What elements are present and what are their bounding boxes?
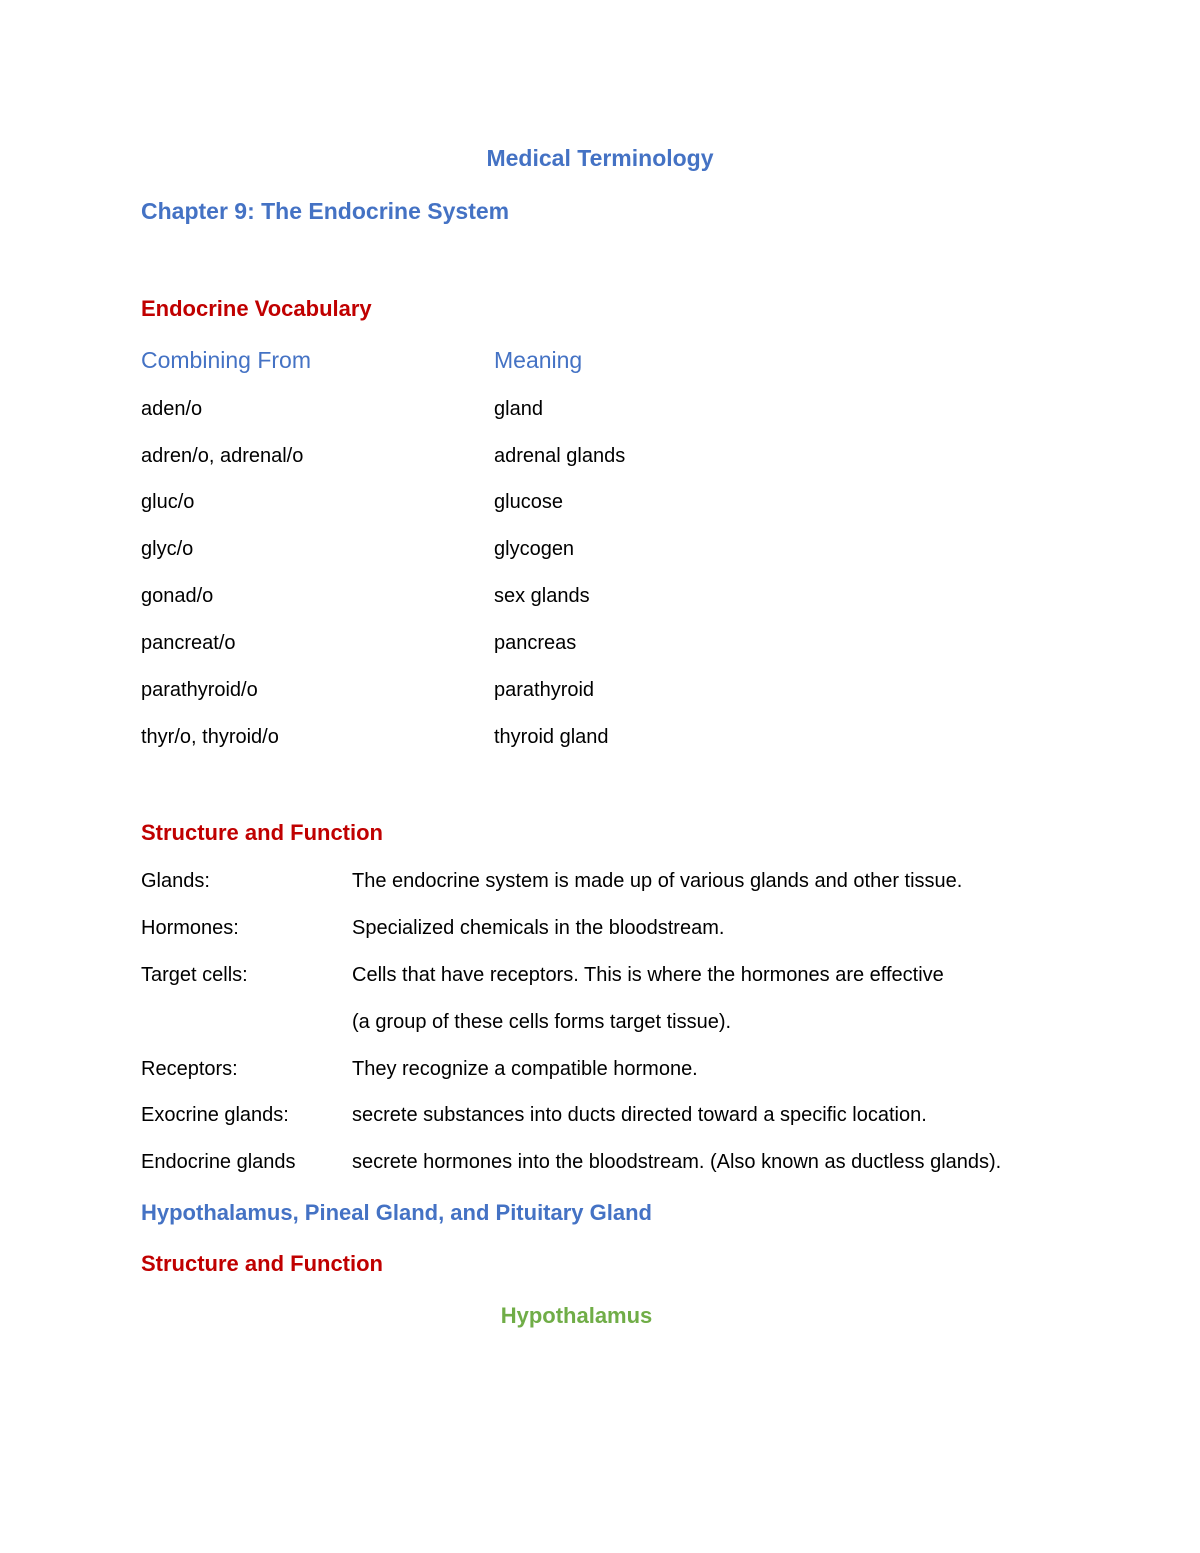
vocabulary-term: aden/o xyxy=(141,398,203,420)
vocabulary-term: parathyroid/o xyxy=(141,679,258,701)
structure-function-term: Hormones: xyxy=(141,917,239,939)
vocabulary-meaning: sex glands xyxy=(494,585,590,607)
vocabulary-meaning: pancreas xyxy=(494,632,577,654)
structure-function-term: Target cells: xyxy=(141,964,248,986)
document-title: Medical Terminology xyxy=(486,145,714,171)
structure-function-definition: secrete hormones into the bloodstream. (Also known as ductless glands). xyxy=(352,1151,1002,1173)
vocabulary-meaning: adrenal glands xyxy=(494,445,626,467)
structure-function-definition: (a group of these cells forms target tissue). xyxy=(352,1011,732,1033)
vocabulary-meaning: gland xyxy=(494,398,543,420)
vocabulary-meaning: glucose xyxy=(494,491,563,513)
structure-function-definition: Specialized chemicals in the bloodstream. xyxy=(352,917,725,939)
vocabulary-meaning: glycogen xyxy=(494,538,575,560)
vocabulary-term: adren/o, adrenal/o xyxy=(141,445,304,467)
vocabulary-heading: Endocrine Vocabulary xyxy=(141,296,372,321)
structure-function-definition: Cells that have receptors. This is where the hormones are effective xyxy=(352,964,944,986)
vocabulary-term: gluc/o xyxy=(141,491,195,513)
structure-function-heading: Structure and Function xyxy=(141,820,383,845)
section-heading: Hypothalamus, Pineal Gland, and Pituitary Gland xyxy=(141,1200,652,1225)
vocabulary-meaning: parathyroid xyxy=(494,679,595,701)
chapter-title: Chapter 9: The Endocrine System xyxy=(141,198,510,224)
structure-function-definition: They recognize a compatible hormone. xyxy=(352,1058,698,1080)
vocabulary-meaning: thyroid gland xyxy=(494,726,609,748)
vocabulary-term: pancreat/o xyxy=(141,632,236,654)
structure-function-definition: secrete substances into ducts directed toward a specific location. xyxy=(352,1104,927,1126)
structure-function-term: Endocrine glands xyxy=(141,1151,296,1173)
structure-function-term: Glands: xyxy=(141,870,210,892)
vocabulary-term: glyc/o xyxy=(141,538,194,560)
vocabulary-column-header-meaning: Meaning xyxy=(494,347,583,373)
vocabulary-column-header-combining-form: Combining From xyxy=(141,347,311,373)
structure-function-term: Exocrine glands: xyxy=(141,1104,289,1126)
structure-function-term: Receptors: xyxy=(141,1058,238,1080)
structure-function-definition: The endocrine system is made up of various glands and other tissue. xyxy=(352,870,963,892)
subsection-title: Hypothalamus xyxy=(500,1303,653,1328)
vocabulary-term: gonad/o xyxy=(141,585,214,607)
section-subheading: Structure and Function xyxy=(141,1251,383,1276)
vocabulary-term: thyr/o, thyroid/o xyxy=(141,726,279,748)
